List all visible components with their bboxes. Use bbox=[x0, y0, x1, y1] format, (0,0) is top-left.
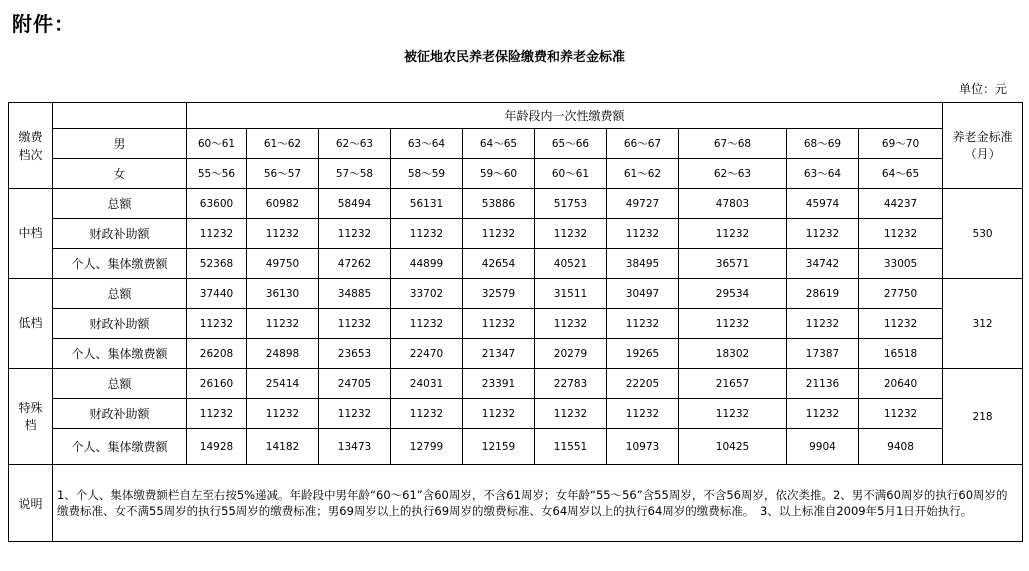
value-cell: 51753 bbox=[535, 189, 607, 219]
value-cell: 13473 bbox=[319, 429, 391, 465]
value-cell: 9408 bbox=[859, 429, 943, 465]
value-cell: 12799 bbox=[391, 429, 463, 465]
value-cell: 11232 bbox=[319, 309, 391, 339]
value-cell: 26208 bbox=[187, 339, 247, 369]
value-cell: 11232 bbox=[859, 219, 943, 249]
row-label-cell: 总额 bbox=[53, 369, 187, 399]
male-age-cell: 64～65 bbox=[463, 129, 535, 159]
row-label-cell: 总额 bbox=[53, 189, 187, 219]
value-cell: 23653 bbox=[319, 339, 391, 369]
table-row bbox=[9, 219, 1023, 249]
value-cell: 21657 bbox=[679, 369, 787, 399]
row-label-cell: 个人、集体缴费额 bbox=[53, 339, 187, 369]
value-cell: 11232 bbox=[463, 219, 535, 249]
male-age-cell: 62～63 bbox=[319, 129, 391, 159]
value-cell: 11551 bbox=[535, 429, 607, 465]
row-label-cell: 个人、集体缴费额 bbox=[53, 429, 187, 465]
value-cell: 11232 bbox=[187, 219, 247, 249]
value-cell: 11232 bbox=[247, 399, 319, 429]
value-cell: 33702 bbox=[391, 279, 463, 309]
value-cell: 16518 bbox=[859, 339, 943, 369]
value-cell: 11232 bbox=[607, 399, 679, 429]
value-cell: 10973 bbox=[607, 429, 679, 465]
female-age-row bbox=[9, 159, 1023, 189]
value-cell: 56131 bbox=[391, 189, 463, 219]
value-cell: 9904 bbox=[787, 429, 859, 465]
value-cell: 31511 bbox=[535, 279, 607, 309]
female-age-cell: 64～65 bbox=[859, 159, 943, 189]
value-cell: 27750 bbox=[859, 279, 943, 309]
value-cell: 30497 bbox=[607, 279, 679, 309]
pension-value-cell: 312 bbox=[943, 279, 1023, 369]
value-cell: 38495 bbox=[607, 249, 679, 279]
value-cell: 21136 bbox=[787, 369, 859, 399]
value-cell: 11232 bbox=[319, 399, 391, 429]
female-age-cell: 63～64 bbox=[787, 159, 859, 189]
male-age-cell: 61～62 bbox=[247, 129, 319, 159]
note-label-cell: 说明 bbox=[9, 465, 53, 542]
value-cell: 11232 bbox=[187, 309, 247, 339]
value-cell: 14182 bbox=[247, 429, 319, 465]
blank-header-cell bbox=[53, 103, 187, 129]
page-title: 被征地农民养老保险缴费和养老金标准 bbox=[403, 50, 625, 65]
row-label-cell: 个人、集体缴费额 bbox=[53, 249, 187, 279]
value-cell: 22783 bbox=[535, 369, 607, 399]
value-cell: 52368 bbox=[187, 249, 247, 279]
value-cell: 20640 bbox=[859, 369, 943, 399]
male-age-cell: 63～64 bbox=[391, 129, 463, 159]
value-cell: 24898 bbox=[247, 339, 319, 369]
value-cell: 32579 bbox=[463, 279, 535, 309]
male-age-cell: 67～68 bbox=[679, 129, 787, 159]
grade-name-cell bbox=[9, 369, 53, 465]
value-cell: 45974 bbox=[787, 189, 859, 219]
grade-name-cell: 低档 bbox=[9, 279, 53, 369]
value-cell: 33005 bbox=[859, 249, 943, 279]
value-cell: 36130 bbox=[247, 279, 319, 309]
female-age-cell: 62～63 bbox=[679, 159, 787, 189]
male-age-cell: 68～69 bbox=[787, 129, 859, 159]
grade-name-text: 特殊档 bbox=[18, 400, 43, 432]
value-cell: 12159 bbox=[463, 429, 535, 465]
value-cell: 11232 bbox=[391, 309, 463, 339]
female-label: 女 bbox=[53, 159, 187, 189]
value-cell: 11232 bbox=[787, 219, 859, 249]
value-cell: 10425 bbox=[679, 429, 787, 465]
male-age-cell: 65～66 bbox=[535, 129, 607, 159]
table-row bbox=[9, 249, 1023, 279]
value-cell: 44899 bbox=[391, 249, 463, 279]
value-cell: 11232 bbox=[247, 219, 319, 249]
value-cell: 24031 bbox=[391, 369, 463, 399]
value-cell: 11232 bbox=[607, 219, 679, 249]
unit-label: 单位：元 bbox=[958, 82, 1007, 96]
table-row bbox=[9, 369, 1023, 399]
value-cell: 21347 bbox=[463, 339, 535, 369]
male-label: 男 bbox=[53, 129, 187, 159]
value-cell: 11232 bbox=[859, 309, 943, 339]
female-age-cell: 55～56 bbox=[187, 159, 247, 189]
row-label-cell: 财政补助额 bbox=[53, 219, 187, 249]
value-cell: 11232 bbox=[787, 399, 859, 429]
male-age-cell: 60～61 bbox=[187, 129, 247, 159]
value-cell: 63600 bbox=[187, 189, 247, 219]
female-age-cell: 56～57 bbox=[247, 159, 319, 189]
value-cell: 23391 bbox=[463, 369, 535, 399]
value-cell: 44237 bbox=[859, 189, 943, 219]
value-cell: 24705 bbox=[319, 369, 391, 399]
grade-name-cell: 中档 bbox=[9, 189, 53, 279]
female-age-cell: 61～62 bbox=[607, 159, 679, 189]
value-cell: 11232 bbox=[679, 219, 787, 249]
value-cell: 20279 bbox=[535, 339, 607, 369]
row-label-cell: 总额 bbox=[53, 279, 187, 309]
value-cell: 40521 bbox=[535, 249, 607, 279]
value-cell: 11232 bbox=[787, 309, 859, 339]
value-cell: 18302 bbox=[679, 339, 787, 369]
male-age-cell: 66～67 bbox=[607, 129, 679, 159]
value-cell: 47803 bbox=[679, 189, 787, 219]
value-cell: 17387 bbox=[787, 339, 859, 369]
value-cell: 11232 bbox=[463, 399, 535, 429]
table-row bbox=[9, 429, 1023, 465]
pension-value-cell: 218 bbox=[943, 369, 1023, 465]
grade-column-header: 缴费 档次 bbox=[9, 103, 53, 189]
attachment-label: 附件： bbox=[12, 12, 75, 36]
table-row bbox=[9, 309, 1023, 339]
value-cell: 25414 bbox=[247, 369, 319, 399]
value-cell: 34742 bbox=[787, 249, 859, 279]
value-cell: 29534 bbox=[679, 279, 787, 309]
value-cell: 36571 bbox=[679, 249, 787, 279]
female-age-cell: 60～61 bbox=[535, 159, 607, 189]
value-cell: 11232 bbox=[859, 399, 943, 429]
note-text-cell: 1、个人、集体缴费额栏自左至右按5%递减。年龄段中男年龄“60～61”含60周岁，不含61周岁；女年龄“55～56”含55周岁，不含56周岁，依次类推。2、男不满60周岁的执行60周岁的缴费标准、女不满55周岁的执行55周岁的缴费标准；男69周岁以上的执行69周岁的缴费标准、女64周岁以上的执行64周岁的缴费标准。 3、以上标准自2009年5月1日开始执行。 bbox=[53, 465, 1023, 542]
table-row bbox=[9, 399, 1023, 429]
value-cell: 49727 bbox=[607, 189, 679, 219]
value-cell: 28619 bbox=[787, 279, 859, 309]
value-cell: 11232 bbox=[247, 309, 319, 339]
value-cell: 22205 bbox=[607, 369, 679, 399]
header-row-span bbox=[9, 103, 1023, 129]
value-cell: 60982 bbox=[247, 189, 319, 219]
table-row bbox=[9, 189, 1023, 219]
value-cell: 22470 bbox=[391, 339, 463, 369]
value-cell: 34885 bbox=[319, 279, 391, 309]
value-cell: 42654 bbox=[463, 249, 535, 279]
row-label-cell: 财政补助额 bbox=[53, 309, 187, 339]
pension-table bbox=[8, 102, 1023, 542]
value-cell: 47262 bbox=[319, 249, 391, 279]
value-cell: 53886 bbox=[463, 189, 535, 219]
value-cell: 26160 bbox=[187, 369, 247, 399]
female-age-cell: 59～60 bbox=[463, 159, 535, 189]
table-row bbox=[9, 279, 1023, 309]
value-cell: 11232 bbox=[607, 309, 679, 339]
value-cell: 11232 bbox=[463, 309, 535, 339]
table-row bbox=[9, 339, 1023, 369]
value-cell: 11232 bbox=[535, 219, 607, 249]
value-cell: 11232 bbox=[391, 219, 463, 249]
value-cell: 11232 bbox=[679, 309, 787, 339]
value-cell: 11232 bbox=[187, 399, 247, 429]
value-cell: 11232 bbox=[535, 309, 607, 339]
row-label-cell: 财政补助额 bbox=[53, 399, 187, 429]
male-age-row bbox=[9, 129, 1023, 159]
age-span-header: 年龄段内一次性缴费额 bbox=[187, 103, 943, 129]
value-cell: 11232 bbox=[679, 399, 787, 429]
male-age-cell: 69～70 bbox=[859, 129, 943, 159]
female-age-cell: 57～58 bbox=[319, 159, 391, 189]
female-age-cell: 58～59 bbox=[391, 159, 463, 189]
note-row bbox=[9, 465, 1023, 542]
value-cell: 11232 bbox=[319, 219, 391, 249]
value-cell: 49750 bbox=[247, 249, 319, 279]
value-cell: 14928 bbox=[187, 429, 247, 465]
value-cell: 11232 bbox=[535, 399, 607, 429]
pension-value-cell: 530 bbox=[943, 189, 1023, 279]
value-cell: 37440 bbox=[187, 279, 247, 309]
value-cell: 19265 bbox=[607, 339, 679, 369]
value-cell: 58494 bbox=[319, 189, 391, 219]
pension-header: 养老金标准 （月） bbox=[943, 103, 1023, 189]
value-cell: 11232 bbox=[391, 399, 463, 429]
